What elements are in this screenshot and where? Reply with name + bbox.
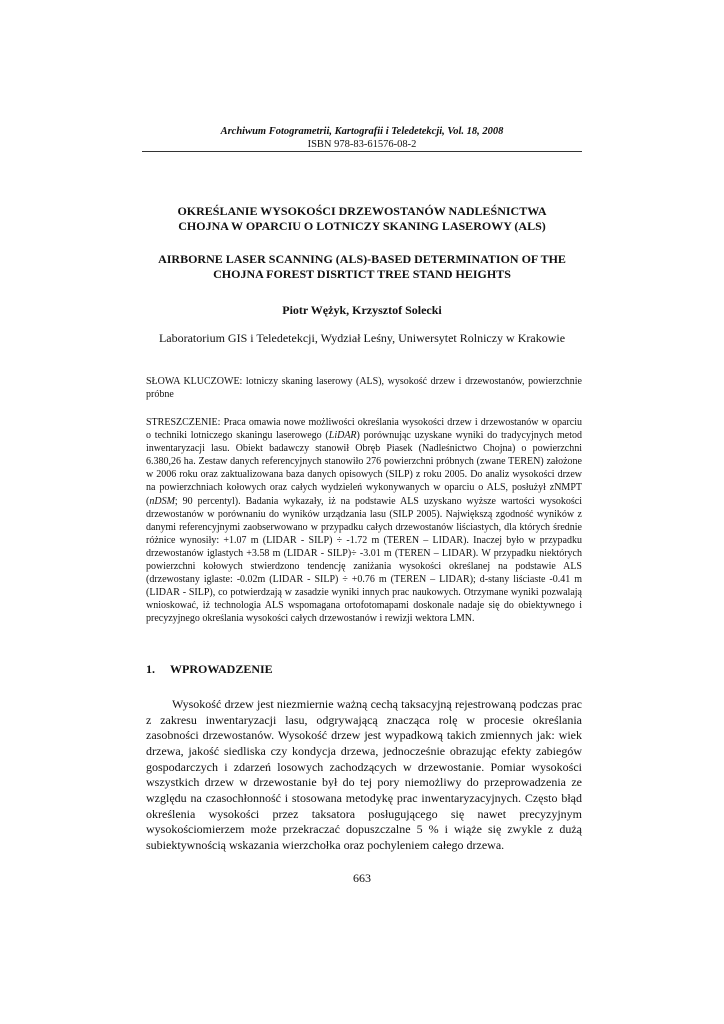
affiliation: Laboratorium GIS i Teledetekcji, Wydział Leśny, Uniwersytet Rolniczy w Krakowie: [158, 331, 566, 345]
polish-title-line-2: CHOJNA W OPARCIU O LOTNICZY SKANING LASEROWY (ALS): [178, 219, 546, 233]
polish-title: [142, 204, 582, 234]
keywords: SŁOWA KLUCZOWE: lotniczy skaning laserowy (ALS), wysokość drzew i drzewostanów, powierzchnie próbne: [146, 376, 582, 401]
section-heading: [146, 662, 273, 677]
section-title: WPROWADZENIE: [170, 662, 273, 676]
abstract-part-1: STRESZCZENIE: Praca omawia nowe możliwości określania wysokości drzew i drzewostanów w oparciu o techniki lotniczego skaningu laserowego (: [146, 417, 582, 442]
english-title-line-1: AIRBORNE LASER SCANNING (ALS)-BASED DETERMINATION OF THE: [158, 252, 566, 266]
authors: Piotr Wężyk, Krzysztof Solecki: [282, 303, 442, 317]
isbn: ISBN 978-83-61576-08-2: [307, 139, 417, 150]
english-title: [142, 252, 582, 282]
abstract: [146, 416, 582, 626]
header-rule: [142, 151, 582, 152]
english-title-line-2: CHOJNA FOREST DISRTICT TREE STAND HEIGHTS: [213, 267, 511, 281]
section-number: 1.: [146, 662, 155, 676]
body-paragraph: Wysokość drzew jest niezmiernie ważną cechą taksacyjną rejestrowaną podczas prac z zakresu inwentaryzacji lasu, odgrywającą znacząca rolę w procesie określania zasobności drzewostanów. Wysokość drzew jest wypadkową takich zmiennych jak: wiek drzewa, jakość siedliska czy kondycja drzewa, jednocześnie obrazując efekty zabiegów gospodarczych i zdarzeń losowych zachodzących w drzewostanie. Pomiar wysokości wszystkich drzew w drzewostanie był do tej pory niemożliwy do przeprowadzenia ze względu na czasochłonność i stosowana metodykę prac inwentaryzacyjnych. Często błąd określenia wysokości przez taksatora posługującego się nawet precyzyjnym wysokościomierzem może przekraczać dopuszczalne 5 % i wiąże się zwykle z dużą subiektywnością wskazania wierzchołka oraz pochyleniem całego drzewa.: [146, 697, 582, 852]
abstract-part-3: ; 90 percentyl). Badania wykazały, iż na podstawie ALS uzyskano wyższe wartości wysokości drzewostanów w porównaniu do wyników urządzania lasu (SILP 2005). Największą zgodność wyników z danymi referencyjnymi zaobserwowano w przypadku całych drzewostanów liściastych, dla których średnie różnice wynosiły: +1.07 m (LIDAR - SILP) ÷ -1.72 m (TEREN – LIDAR). Inaczej było w przypadku drzewostanów iglastych +3.58 m (LIDAR - SILP)÷ -3.01 m (TEREN – LIDAR). W przypadku niektórych powierzchni kołowych stwierdzono tendencję zaniżania wysokości określanej na podstawie ALS (drzewostany iglaste: -0.02m (LIDAR - SILP) ÷ +0.76 m (TEREN – LIDAR); d-stany liściaste -0.41 m (LIDAR - SILP), co potwierdzają w zasadzie wyniki innych prac naukowych. Otrzymane wyniki pozwalają wnioskować, iż technologia ALS wspomagana ortofotomapami doskonale nadaje się do obiektywnego i precyzyjnego określania wysokości całych drzewostanów i rewizji wektora LMN.: [146, 495, 582, 625]
page-number: 663: [353, 871, 371, 885]
polish-title-line-1: OKREŚLANIE WYSOKOŚCI DRZEWOSTANÓW NADLEŚNICTWA: [177, 204, 547, 218]
abstract-ndsm-term: nDSM: [149, 495, 175, 507]
journal-header: Archiwum Fotogrametrii, Kartografii i Teledetekcji, Vol. 18, 2008: [220, 126, 504, 137]
abstract-lidar-term: LiDAR: [328, 430, 357, 442]
abstract-part-2: ) porównując uzyskane wyniki do tradycyjnych metod inwentaryzacji lasu. Obiekt badawczy stanowił Obręb Piasek (Nadleśnictwo Chojna) o powierzchni 6.380,26 ha. Zestaw danych referencyjnych stanowiło 276 powierzchni próbnych (zwane TEREN) założone w 2006 roku oraz zaktualizowana baza danych opisowych (SILP) z roku 2005. Do analiz wysokości drzew na powierzchniach kołowych oraz całych wydzieleń wykonywanych w oparciu o ALS, posłużył zNMPT (: [146, 430, 582, 507]
